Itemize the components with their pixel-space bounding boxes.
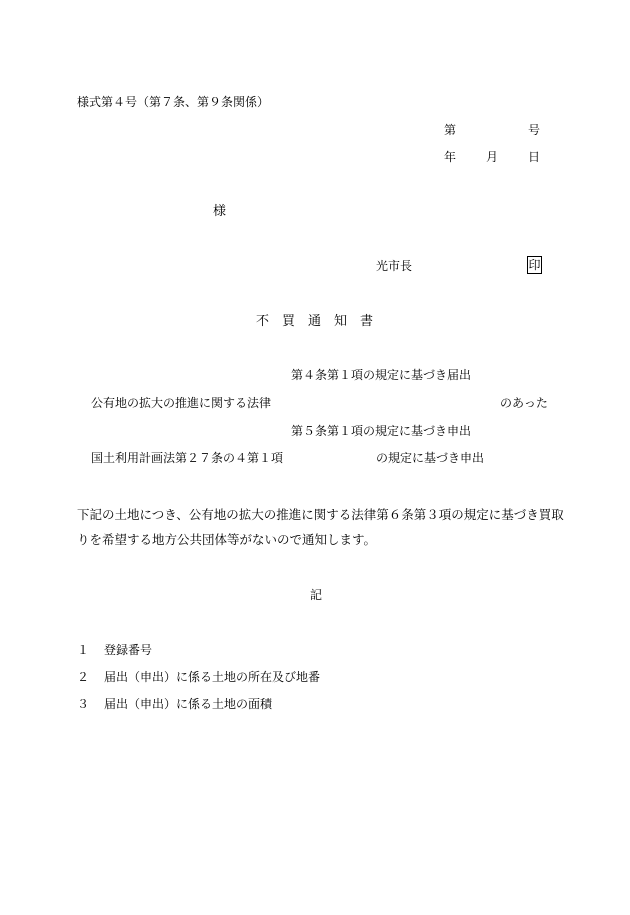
document-title: 不 買 通 知 書 — [256, 314, 374, 329]
addressee-honorific: 様 — [213, 204, 227, 219]
basis-line-2-right: のあった — [500, 396, 548, 410]
date-year: 年 — [444, 150, 457, 164]
date-month: 月 — [486, 150, 499, 164]
item-number: ３ — [77, 697, 90, 711]
basis-line-4-right: の規定に基づき申出 — [376, 451, 485, 465]
item-label: 届出（申出）に係る土地の面積 — [104, 697, 273, 711]
basis-line-4-left: 国土利用計画法第２７条の４第１項 — [91, 451, 284, 465]
form-label: 様式第４号（第７条、第９条関係） — [77, 95, 270, 109]
basis-line-3: 第５条第１項の規定に基づき申出 — [291, 424, 472, 438]
item-number: ２ — [77, 670, 90, 684]
basis-line-1: 第４条第１項の規定に基づき届出 — [291, 368, 472, 382]
sender-title: 光市長 — [376, 259, 413, 273]
body-text: 下記の土地につき、公有地の拡大の推進に関する法律第６条第３項の規定に基づき買取りを希望する地方公共団体等がないので通知します。 — [77, 507, 564, 547]
ki-heading: 記 — [310, 588, 323, 602]
item-label: 届出（申出）に係る土地の所在及び地番 — [104, 670, 321, 684]
document-number-prefix: 第 — [444, 123, 457, 137]
document-number-suffix: 号 — [528, 123, 541, 137]
seal-mark: 印 — [528, 258, 541, 272]
date-day: 日 — [528, 150, 541, 164]
item-number: １ — [77, 643, 90, 657]
basis-line-2-left: 公有地の拡大の推進に関する法律 — [91, 396, 272, 410]
item-label: 登録番号 — [104, 643, 153, 657]
